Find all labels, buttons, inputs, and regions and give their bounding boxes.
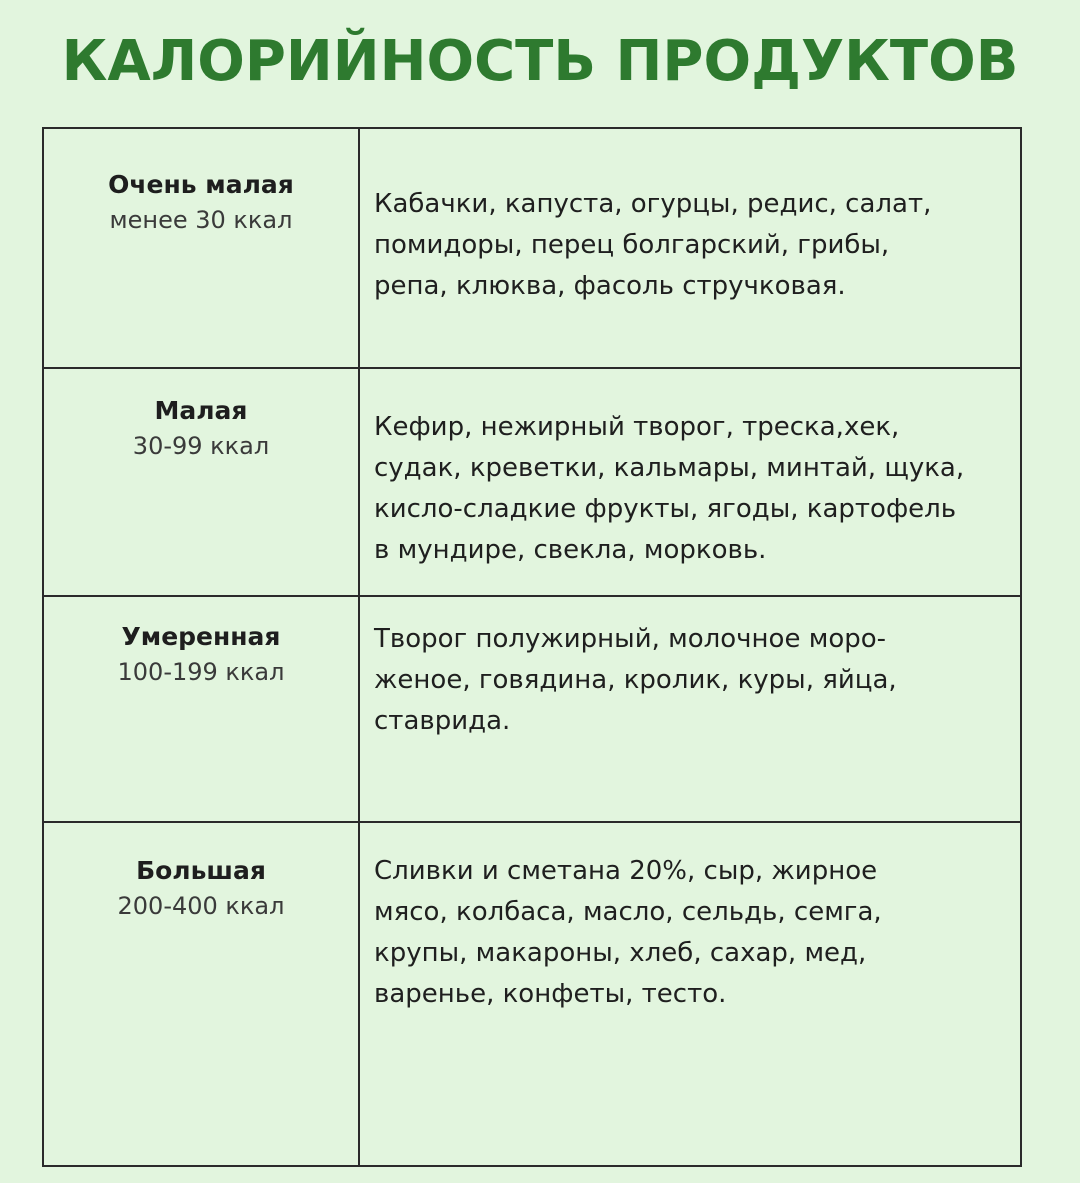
- foods-line: Творог полужирный, молочное моро-: [374, 624, 887, 654]
- foods-line: Сливки и сметана 20%, сыр, жирное: [374, 856, 878, 886]
- column-divider: [358, 129, 360, 1165]
- category-cell-high: [44, 853, 358, 923]
- page-title: КАЛОРИЙНОСТЬ ПРОДУКТОВ: [61, 29, 1019, 94]
- category-cell-low: [44, 393, 358, 463]
- category-cell-very-low: [44, 167, 358, 237]
- foods-line: мясо, колбаса, масло, сельдь, семга,: [374, 897, 882, 927]
- category-name: Малая: [154, 396, 248, 425]
- category-name: Умеренная: [121, 622, 281, 651]
- foods-line: судак, креветки, кальмары, минтай, щука,: [374, 453, 965, 483]
- row-divider: [44, 367, 1020, 369]
- foods-line: женое, говядина, кролик, куры, яйца,: [374, 665, 897, 695]
- foods-cell-low: [374, 407, 1014, 571]
- category-name: Очень малая: [108, 170, 294, 199]
- row-divider: [44, 821, 1020, 823]
- row-divider: [44, 595, 1020, 597]
- category-cell-moderate: [44, 619, 358, 689]
- foods-line: кисло-сладкие фрукты, ягоды, картофель: [374, 494, 957, 524]
- foods-line: ставрида.: [374, 706, 511, 736]
- category-range: 200-400 ккал: [117, 892, 285, 920]
- category-range: 100-199 ккал: [117, 658, 285, 686]
- foods-cell-very-low: [374, 184, 1014, 307]
- foods-line: помидоры, перец болгарский, грибы,: [374, 230, 890, 260]
- foods-line: Кефир, нежирный творог, треска,хек,: [374, 412, 900, 442]
- foods-line: крупы, макароны, хлеб, сахар, мед,: [374, 938, 867, 968]
- calorie-table: [42, 127, 1022, 1167]
- foods-line: Кабачки, капуста, огурцы, редис, салат,: [374, 189, 932, 219]
- category-range: менее 30 ккал: [109, 206, 293, 234]
- foods-line: варенье, конфеты, тесто.: [374, 979, 727, 1009]
- foods-line: в мундире, свекла, морковь.: [374, 535, 767, 565]
- category-name: Большая: [136, 856, 266, 885]
- foods-cell-high: [374, 851, 1014, 1015]
- category-range: 30-99 ккал: [132, 432, 270, 460]
- foods-line: репа, клюква, фасоль стручковая.: [374, 271, 846, 301]
- foods-cell-moderate: [374, 619, 1014, 742]
